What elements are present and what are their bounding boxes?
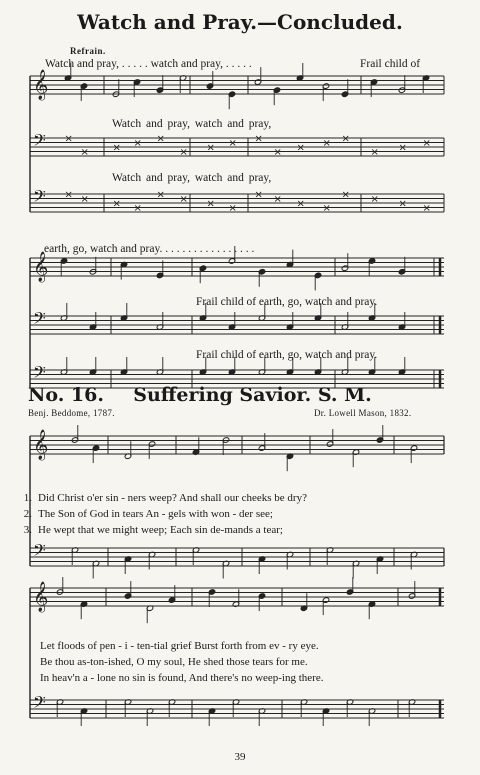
- bass-clef-icon: 𝄢: [33, 362, 46, 386]
- rest-x-mark: ×: [179, 194, 188, 205]
- rest-x-mark: ×: [112, 142, 121, 154]
- rest-x-mark: ×: [370, 147, 379, 158]
- treble-clef-icon: 𝄞: [33, 430, 49, 460]
- rest-x-mark: ×: [133, 138, 142, 149]
- verse-text: He wept that we might weep; Each sin de-mands a tear;: [38, 524, 283, 536]
- rest-x-mark: ×: [80, 194, 89, 205]
- rest-x-mark: ×: [206, 198, 215, 210]
- verse-number: 2.: [23, 508, 32, 520]
- rest-x-mark: ×: [296, 142, 305, 154]
- verse-3-line2: In heav'n a - lone no sin is found, And there's no weep-ing there.: [40, 672, 324, 684]
- refrain-label: Refrain.: [70, 46, 106, 56]
- bass-clef-icon: 𝄢: [33, 130, 46, 154]
- bass-clef-icon: 𝄢: [33, 540, 46, 564]
- system2-lyric-bottom: Frail child of earth, go, watch and pray.: [196, 349, 378, 361]
- verse-2-line2: Be thou as-ton-ished, O my soul, He shed those tears for me.: [40, 656, 308, 668]
- treble-clef-icon: 𝄞: [33, 582, 49, 612]
- hymn2-number: No. 16.: [28, 384, 104, 406]
- rest-x-mark: ×: [422, 203, 431, 214]
- rest-x-mark: ×: [80, 147, 89, 158]
- system2-lyric-top: earth, go, watch and pray. . . . . . . . . . . . . . . . .: [44, 243, 255, 255]
- system1-lyric-top: Watch and pray, . . . . . watch and pray, . . . . .: [45, 58, 252, 70]
- hymn2-lyricist: Benj. Beddome, 1787.: [28, 408, 115, 418]
- verse-text: Did Christ o'er sin - ners weep? And shall our cheeks be dry?: [38, 492, 307, 504]
- rest-x-mark: ×: [133, 203, 142, 214]
- rest-x-mark: ×: [296, 198, 305, 210]
- rest-x-mark: ×: [254, 133, 263, 145]
- rest-x-mark: ×: [228, 138, 237, 149]
- system2-lyric-mid: Frail child of earth, go, watch and pray.: [196, 296, 378, 308]
- hymn1-title: Watch and Pray.—Concluded.: [77, 10, 403, 34]
- page-number: 39: [234, 751, 246, 763]
- rest-x-mark: ×: [398, 198, 407, 210]
- bass-clef-icon: 𝄢: [33, 186, 46, 210]
- rest-x-mark: ×: [206, 142, 215, 154]
- hymn2-title: Suffering Savior. S. M.: [133, 384, 372, 406]
- rest-x-mark: ×: [322, 138, 331, 149]
- system1-lyric-mid: Watch and pray, watch and pray,: [112, 118, 272, 130]
- rest-x-mark: ×: [64, 133, 73, 145]
- system1-lyric-top-right: Frail child of: [360, 58, 421, 70]
- rest-x-mark: ×: [156, 189, 165, 201]
- verse-number: 1.: [23, 492, 32, 504]
- rest-x-mark: ×: [398, 142, 407, 154]
- rest-x-mark: ×: [341, 189, 350, 201]
- rest-x-mark: ×: [228, 203, 237, 214]
- rest-x-mark: ×: [179, 147, 188, 158]
- bass-clef-icon: 𝄢: [33, 692, 46, 716]
- bass-clef-icon: 𝄢: [33, 308, 46, 332]
- rest-x-mark: ×: [322, 203, 331, 214]
- rest-x-mark: ×: [273, 194, 282, 205]
- rest-x-mark: ×: [341, 133, 350, 145]
- rest-x-mark: ×: [422, 138, 431, 149]
- treble-clef-icon: 𝄞: [33, 70, 49, 100]
- verse-1-line2: Let floods of pen - i - ten-tial grief Burst forth from ev - ry eye.: [40, 640, 319, 652]
- verse-number: 3.: [23, 524, 32, 536]
- rest-x-mark: ×: [112, 198, 121, 210]
- treble-clef-icon: 𝄞: [33, 252, 49, 282]
- verse-text: The Son of God in tears An - gels with won - der see;: [38, 508, 273, 520]
- hymn2-composer: Dr. Lowell Mason, 1832.: [314, 408, 412, 418]
- rest-x-mark: ×: [273, 147, 282, 158]
- rest-x-mark: ×: [254, 189, 263, 201]
- rest-x-mark: ×: [370, 194, 379, 205]
- system1-lyric-bottom: Watch and pray, watch and pray,: [112, 172, 272, 184]
- rest-x-mark: ×: [156, 133, 165, 145]
- rest-x-mark: ×: [64, 189, 73, 201]
